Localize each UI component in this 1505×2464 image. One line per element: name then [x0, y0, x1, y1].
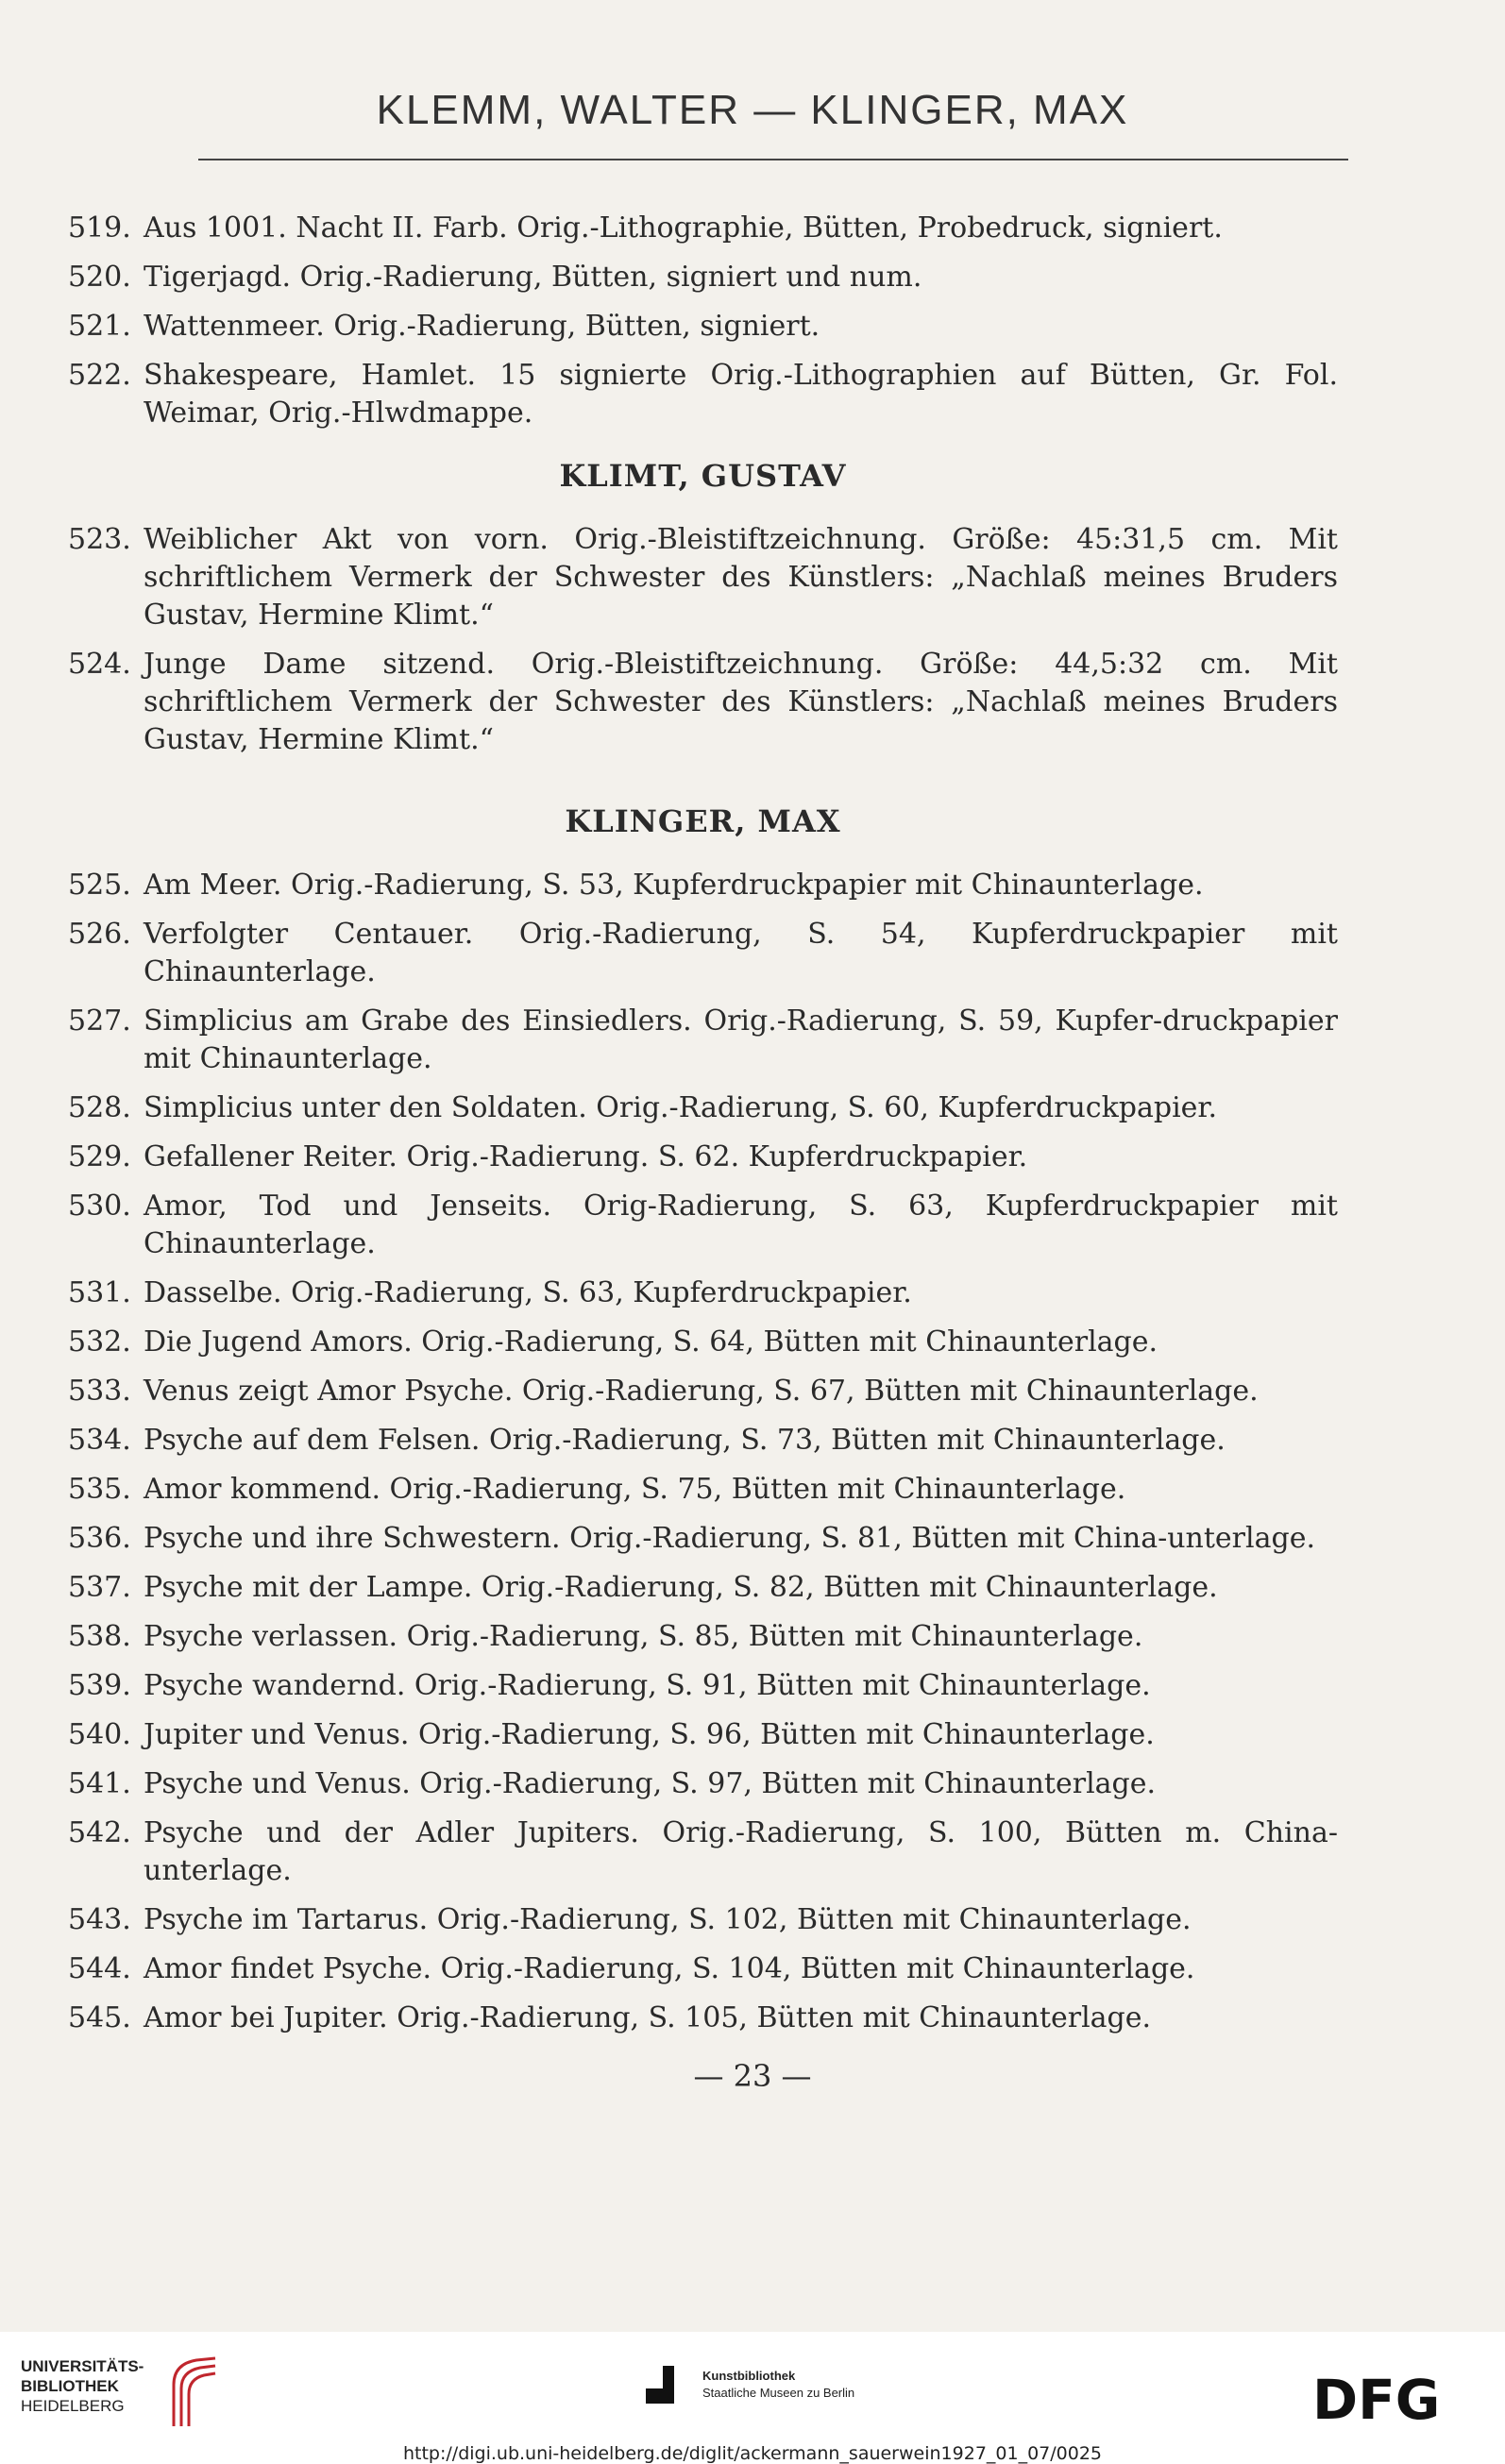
catalog-entry — [68, 1618, 1338, 1656]
entry-text: Amor, Tod und Jenseits. Orig-Radierung, S. 63, Kupferdruckpapier mit Chinaunterlage. — [144, 1190, 1338, 1260]
catalog-entry — [68, 1188, 1338, 1263]
entry-text: Psyche und Venus. Orig.-Radierung, S. 97, Bütten mit Chinaunterlage. — [144, 1767, 1157, 1800]
entry-text: Psyche im Tartarus. Orig.-Radierung, S. 102, Bütten mit Chinaunterlage. — [144, 1903, 1192, 1936]
entry-number: 543. — [68, 1903, 131, 1936]
entry-text: Tigerjagd. Orig.-Radierung, Bütten, signiert und num. — [144, 261, 922, 294]
entry-text: Junge Dame sitzend. Orig.-Bleistiftzeichnung. Größe: 44,5:32 cm. Mit schriftlichem Vermerk der Schwester des Künstlers: „Nachlaß meines Bruders Gustav, Hermine Klimt.“ — [144, 648, 1338, 756]
header-rule — [198, 159, 1348, 160]
catalog-entry — [68, 646, 1338, 759]
uni-line-3: HEIDELBERG — [21, 2397, 125, 2415]
entry-text: Psyche wandernd. Orig.-Radierung, S. 91, Bütten mit Chinaunterlage. — [144, 1669, 1151, 1702]
catalog-entry — [68, 1139, 1338, 1176]
section-heading: KLINGER, MAX — [565, 803, 841, 839]
catalog-entry — [68, 2000, 1338, 2037]
entry-number: 537. — [68, 1571, 131, 1604]
catalog-entry — [68, 1520, 1338, 1558]
entry-number: 521. — [68, 310, 131, 343]
catalog-entry — [68, 1950, 1338, 1988]
catalog-entry — [68, 1422, 1338, 1460]
catalog-entry — [68, 1716, 1338, 1754]
catalog-entry — [68, 1274, 1338, 1312]
page-number: — 23 — — [693, 2058, 812, 2094]
catalog-entry — [68, 308, 1338, 346]
permalink-url[interactable]: http://digi.ub.uni-heidelberg.de/diglit/ackermann_sauerwein1927_01_07/0025 — [402, 2443, 1103, 2464]
entry-text: Psyche und der Adler Jupiters. Orig.-Radierung, S. 100, Bütten m. China-unterlage. — [144, 1816, 1338, 1887]
entry-number: 544. — [68, 1952, 131, 1985]
entry-number: 536. — [68, 1522, 131, 1555]
entry-text: Simplicius am Grabe des Einsiedlers. Orig.-Radierung, S. 59, Kupfer-druckpapier mit Chinaunterlage. — [144, 1004, 1338, 1075]
section-heading: KLIMT, GUSTAV — [559, 458, 847, 494]
entry-text: Simplicius unter den Soldaten. Orig.-Radierung, S. 60, Kupferdruckpapier. — [144, 1091, 1218, 1124]
catalog-entry — [68, 1003, 1338, 1078]
entry-number: 519. — [68, 211, 131, 245]
entry-text: Psyche verlassen. Orig.-Radierung, S. 85, Bütten mit Chinaunterlage. — [144, 1620, 1143, 1653]
catalog-entry — [68, 1569, 1338, 1607]
entry-number: 524. — [68, 648, 131, 681]
catalog-entry — [68, 916, 1338, 991]
entry-text: Venus zeigt Amor Psyche. Orig.-Radierung, S. 67, Bütten mit Chinaunterlage. — [144, 1375, 1259, 1408]
entry-text: Amor bei Jupiter. Orig.-Radierung, S. 105, Bütten mit Chinaunterlage. — [144, 2001, 1152, 2034]
entry-number: 528. — [68, 1091, 131, 1124]
entry-text: Shakespeare, Hamlet. 15 signierte Orig.-Lithographien auf Bütten, Gr. Fol. Weimar, Orig.-Hlwdmappe. — [144, 359, 1338, 430]
entry-number: 539. — [68, 1669, 131, 1702]
heidelberg-library-logo[interactable] — [21, 2356, 228, 2451]
catalog-entry — [68, 1765, 1338, 1803]
catalog-entry — [68, 1667, 1338, 1705]
uni-line-1: UNIVERSITÄTS- — [21, 2357, 144, 2375]
catalog-content — [68, 210, 1338, 2049]
entry-number: 533. — [68, 1375, 131, 1408]
heidelberg-mark-icon — [164, 2356, 221, 2428]
entry-text: Amor kommend. Orig.-Radierung, S. 75, Bütten mit Chinaunterlage. — [144, 1473, 1126, 1506]
entry-number: 523. — [68, 523, 131, 556]
entry-number: 526. — [68, 918, 131, 951]
entry-text: Psyche mit der Lampe. Orig.-Radierung, S. 82, Bütten mit Chinaunterlage. — [144, 1571, 1218, 1604]
catalog-entry — [68, 1814, 1338, 1890]
entry-number: 532. — [68, 1325, 131, 1359]
catalog-entry — [68, 867, 1338, 904]
entry-text: Wattenmeer. Orig.-Radierung, Bütten, signiert. — [144, 310, 820, 343]
entry-number: 529. — [68, 1140, 131, 1173]
entry-text: Gefallener Reiter. Orig.-Radierung. S. 62. Kupferdruckpapier. — [144, 1140, 1028, 1173]
catalog-entry — [68, 259, 1338, 296]
kunstbibliothek-mark-icon — [642, 2364, 695, 2413]
entry-text: Aus 1001. Nacht II. Farb. Orig.-Lithographie, Bütten, Probedruck, signiert. — [144, 211, 1223, 245]
entry-text: Weiblicher Akt von vorn. Orig.-Bleistiftzeichnung. Größe: 45:31,5 cm. Mit schriftlichem Vermerk der Schwester des Künstlers: „Nachlaß meines Bruders Gustav, Hermine Klimt.“ — [144, 523, 1338, 632]
entry-number: 538. — [68, 1620, 131, 1653]
kunstbibliothek-logo[interactable] — [642, 2364, 888, 2430]
uni-line-2: BIBLIOTHEK — [21, 2377, 119, 2395]
catalog-entry — [68, 210, 1338, 247]
entry-text: Verfolgter Centauer. Orig.-Radierung, S. 54, Kupferdruckpapier mit Chinaunterlage. — [144, 918, 1338, 988]
entry-text: Die Jugend Amors. Orig.-Radierung, S. 64, Bütten mit Chinaunterlage. — [144, 1325, 1158, 1359]
entry-number: 541. — [68, 1767, 131, 1800]
entry-text: Am Meer. Orig.-Radierung, S. 53, Kupferdruckpapier mit Chinaunterlage. — [144, 869, 1204, 902]
catalog-entry — [68, 1901, 1338, 1939]
footer — [0, 2332, 1505, 2464]
kunstbibliothek-wordmark — [702, 2368, 854, 2402]
entry-text: Amor findet Psyche. Orig.-Radierung, S. 104, Bütten mit Chinaunterlage. — [144, 1952, 1195, 1985]
entry-number: 540. — [68, 1718, 131, 1751]
entry-number: 545. — [68, 2001, 131, 2034]
catalog-entry — [68, 357, 1338, 432]
entry-text: Jupiter und Venus. Orig.-Radierung, S. 96, Bütten mit Chinaunterlage. — [144, 1718, 1155, 1751]
entry-text: Psyche auf dem Felsen. Orig.-Radierung, S. 73, Bütten mit Chinaunterlage. — [144, 1424, 1226, 1457]
dfg-logo-icon[interactable] — [1312, 2370, 1482, 2426]
entry-number: 525. — [68, 869, 131, 902]
entry-number: 527. — [68, 1004, 131, 1038]
running-head: KLEMM, WALTER — KLINGER, MAX — [376, 87, 1129, 133]
entry-number: 542. — [68, 1816, 131, 1849]
entry-number: 530. — [68, 1190, 131, 1223]
kb-line-1: Kunstbibliothek — [702, 2369, 796, 2383]
catalog-entry — [68, 1324, 1338, 1361]
catalog-entry — [68, 521, 1338, 634]
entry-number: 520. — [68, 261, 131, 294]
entry-number: 534. — [68, 1424, 131, 1457]
catalog-entry — [68, 1373, 1338, 1410]
catalog-entry — [68, 1471, 1338, 1509]
dfg-text: DFG — [1312, 2370, 1441, 2426]
kb-line-2: Staatliche Museen zu Berlin — [702, 2386, 855, 2400]
entry-number: 535. — [68, 1473, 131, 1506]
entry-text: Dasselbe. Orig.-Radierung, S. 63, Kupferdruckpapier. — [144, 1276, 912, 1309]
catalog-entry — [68, 1089, 1338, 1127]
entry-text: Psyche und ihre Schwestern. Orig.-Radierung, S. 81, Bütten mit China-unterlage. — [144, 1522, 1316, 1555]
entry-number: 531. — [68, 1276, 131, 1309]
entry-number: 522. — [68, 359, 131, 392]
